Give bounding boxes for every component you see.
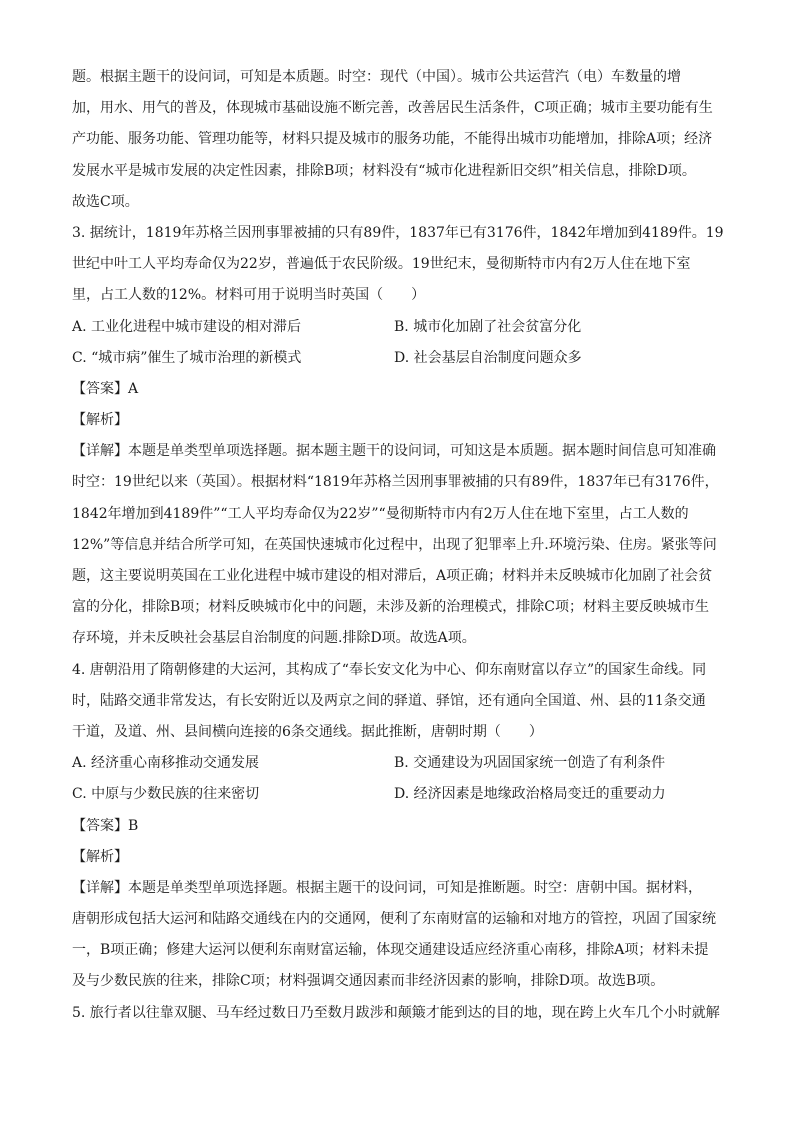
- option-c: C. 中原与少数民族的往来密切: [72, 786, 260, 803]
- option-d: D. 经济因素是地缘政治格局变迁的重要动力: [394, 786, 666, 803]
- question-stem-line: 里，占工人数的12%。材料可用于说明当时英国（ ）: [72, 287, 426, 304]
- paragraph-line: 题。根据主题干的设问词，可知是本质题。时空：现代（中国）。城市公共运营汽（电）车数量的增: [72, 69, 681, 85]
- question-stem-line: 5. 旅行者以往靠双腿、马车经过数日乃至数月跋涉和颠簸才能到达的目的地，现在跨上火车几个小时就解: [72, 1004, 720, 1021]
- option-b: B. 交通建设为巩固国家统一创造了有利条件: [394, 755, 666, 772]
- question-stem-line: 干道，及道、州、县间横向连接的6条交通线。据此推断，唐朝时期（ ）: [72, 723, 543, 740]
- detail-line: 富的分化，排除B项；材料反映城市化中的问题，未涉及新的治理模式，排除C项；材料主要反映城市生: [72, 599, 709, 616]
- detail-line: 一，B项正确；修建大运河以便利东南财富运输，体现交通建设适应经济重心南移，排除A项；材料未提: [72, 942, 709, 959]
- question-stem-line: 世纪中叶工人平均寿命仅为22岁，普遍低于农民阶级。19世纪末，曼彻斯特市内有2万人住在地下室: [72, 256, 691, 273]
- paragraph-line: 加，用水、用气的普及，体现城市基础设施不断完善，改善居民生活条件，C项正确；城市主要功能有生: [72, 100, 713, 117]
- options-row: [72, 312, 734, 343]
- question-5: [72, 998, 734, 1029]
- question-stem-line: 3. 据统计，1819年苏格兰因刑事罪被捕的只有89件，1837年已有3176件，1842年增加到4189件。19: [72, 224, 724, 241]
- question-stem-line: 4. 唐朝沿用了隋朝修建的大运河，其构成了“奉长安文化为中心、仰东南财富以存立”的国家生命线。同: [72, 661, 707, 678]
- option-a: A. 经济重心南移推动交通发展: [72, 755, 260, 772]
- detail-line: 题，这主要说明英国在工业化进程中城市建设的相对滞后，A项正确；材料并未反映城市化加剧了社会贫: [72, 568, 713, 584]
- options-row: [72, 343, 734, 374]
- detail-line: 1842年增加到4189件”“工人平均寿命仅为22岁”“曼彻斯特市内有2万人住在地下室里，占工人数的: [72, 505, 689, 522]
- detail-line: 及与少数民族的往来，排除C项；材料强调交通因素而非经济因素的影响，排除D项。故选B项。: [72, 973, 665, 990]
- detail-line: 【详解】本题是单类型单项选择题。据本题主题干的设问词，可知这是本质题。据本题时间信息可知准确: [72, 443, 716, 460]
- analysis-label: 【解析】: [72, 412, 128, 429]
- paragraph-line: 发展水平是城市发展的决定性因素，排除B项；材料没有“城市化进程新旧交织”相关信息，排除D项。: [72, 162, 696, 179]
- paragraph-line: 产功能、服务功能、管理功能等，材料只提及城市的服务功能，不能得出城市功能增加，排除A项；经济: [72, 131, 713, 148]
- question-4: [72, 655, 734, 998]
- answer-label: 【答案】A: [72, 380, 139, 397]
- options-row: [72, 748, 734, 779]
- answer-label: 【答案】B: [72, 817, 139, 834]
- analysis-label: 【解析】: [72, 848, 128, 865]
- question-3: [72, 218, 734, 655]
- option-c: C. “城市病”催生了城市治理的新模式: [72, 349, 302, 366]
- question-stem-line: 时，陆路交通非常发达，有长安附近以及两京之间的驿道、驿馆，还有通向全国道、州、县的11条交通: [72, 692, 706, 709]
- options-row: [72, 779, 734, 810]
- paragraph-line: 故选C项。: [72, 193, 139, 210]
- detail-line: 时空：19世纪以来（英国）。根据材料“1819年苏格兰因刑事罪被捕的只有89件，1837年已有3176件，: [72, 474, 719, 491]
- detail-line: 存环境，并未反映社会基层自治制度的问题.排除D项。故选A项。: [72, 630, 476, 647]
- option-d: D. 社会基层自治制度问题众多: [394, 349, 582, 366]
- q2-analysis-tail: [72, 62, 734, 218]
- option-b: B. 城市化加剧了社会贫富分化: [394, 318, 582, 335]
- detail-line: 【详解】本题是单类型单项选择题。根据主题干的设问词，可知是推断题。时空：唐朝中国。据材料，: [72, 879, 702, 896]
- option-a: A. 工业化进程中城市建设的相对滞后: [72, 318, 302, 335]
- detail-line: 12%”等信息并结合所学可知，在英国快速城市化过程中，出现了犯罪率上升.环境污染、住房。紧张等问: [72, 536, 717, 553]
- detail-line: 唐朝形成包括大运河和陆路交通线在内的交通网，便利了东南财富的运输和对地方的管控，巩固了国家统: [72, 911, 716, 928]
